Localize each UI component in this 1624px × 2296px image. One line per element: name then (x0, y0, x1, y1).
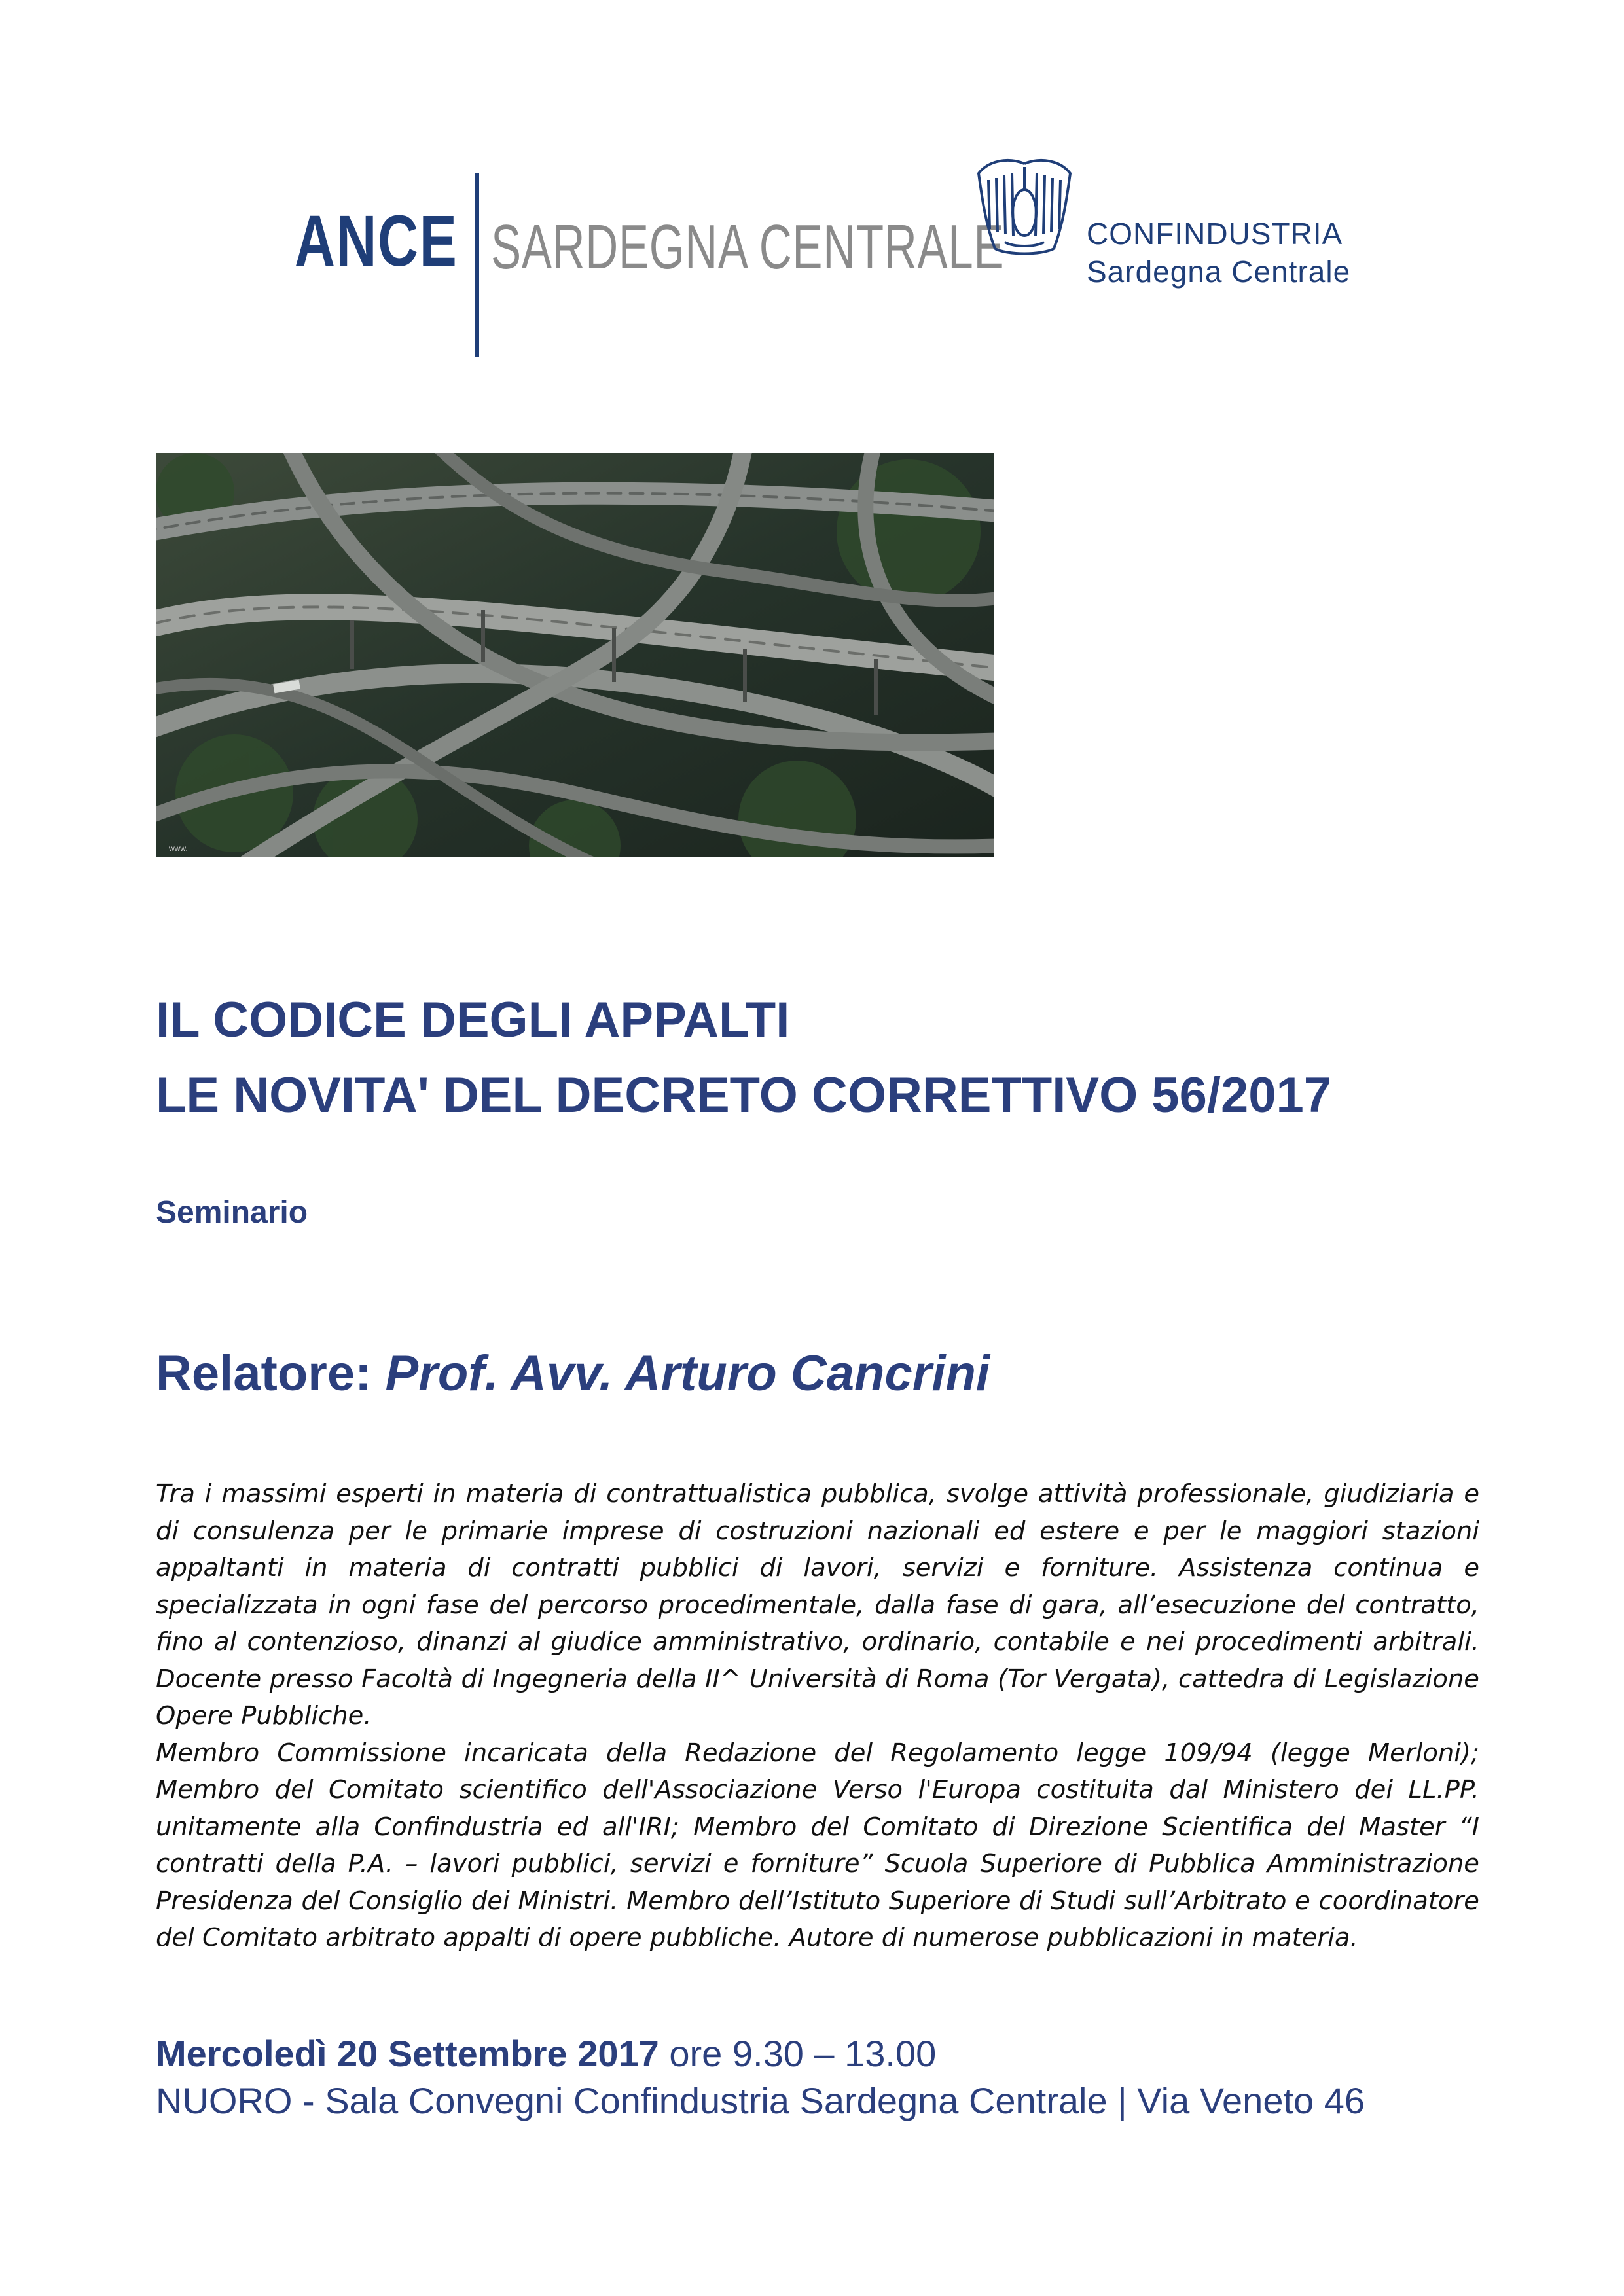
ance-logo-wordmark: ANCE (295, 201, 458, 281)
svg-text:www.: www. (169, 844, 188, 853)
bio-paragraph-2: Membro Commissione incaricata della Redazione del Regolamento legge 109/94 (legge Merloni); Membro del Comitato scientifico dell'Associazione Verso l'Europa costituita dal Ministero dei LL.PP. unitamente alla Confindustria ed all'IRI; Membro del Comitato di Direzione Scientifica del Master “I contratti della P.A. – lavori pubblici, servizi e forniture” Scuola Superiore di Pubblica Amministrazione Presidenza del Consiglio dei Ministri. Membro dell’Istituto Superiore di Studi sull’Arbitrato e coordinatore del Comitato arbitrato appalti di opere pubbliche. Autore di numerose pubblicazioni in materia. (156, 1738, 1479, 1952)
confindustria-logo-name: CONFINDUSTRIA (1087, 217, 1343, 251)
bio-paragraph-1: Tra i massimi esperti in materia di contrattualistica pubblica, svolge attività professionale, giudiziaria e di consulenza per le primarie imprese di costruzioni nazionali ed estere e per le maggiori stazioni appaltanti in materia di contratti pubblici di lavori, servizi e forniture. Assistenza continua e specializzata in ogni fase del percorso procedimentale, dalla fase di gara, all’esecuzione del contratto, fino al contenzioso, dinanzi al giudice amministrativo, ordinario, contabile e nei procedimenti arbitrali. Docente presso Facoltà di Ingegneria della II^ Università di Roma (Tor Vergata), cattedra di Legislazione Opere Pubbliche. (156, 1479, 1479, 1731)
title-line-2: LE NOVITA' DEL DECRETO CORRETTIVO 56/2017 (156, 1067, 1332, 1123)
eagle-emblem-icon (969, 151, 1080, 262)
speaker-label: Relatore: (156, 1346, 372, 1401)
event-date-line (156, 2032, 936, 2075)
speaker-line (156, 1345, 990, 1402)
event-venue: NUORO - Sala Convegni Confindustria Sardegna Centrale | Via Veneto 46 (156, 2080, 1365, 2121)
event-date: Mercoledì 20 Settembre 2017 (156, 2033, 659, 2074)
speaker-name: Prof. Avv. Arturo Cancrini (385, 1346, 990, 1401)
highway-interchange-illustration (156, 453, 994, 857)
confindustria-logo-subtitle: Sardegna Centrale (1087, 255, 1351, 289)
ance-logo-divider (475, 173, 479, 357)
ance-logo-region: SARDEGNA CENTRALE (491, 212, 1005, 282)
event-time: ore 9.30 – 13.00 (659, 2033, 937, 2074)
highway-interchange-photo (156, 453, 994, 857)
ance-logo (295, 167, 1005, 363)
title-line-1: IL CODICE DEGLI APPALTI (156, 992, 790, 1048)
speaker-biography (156, 1476, 1479, 1957)
confindustria-logo (969, 151, 1388, 308)
event-type: Seminario (156, 1195, 308, 1230)
